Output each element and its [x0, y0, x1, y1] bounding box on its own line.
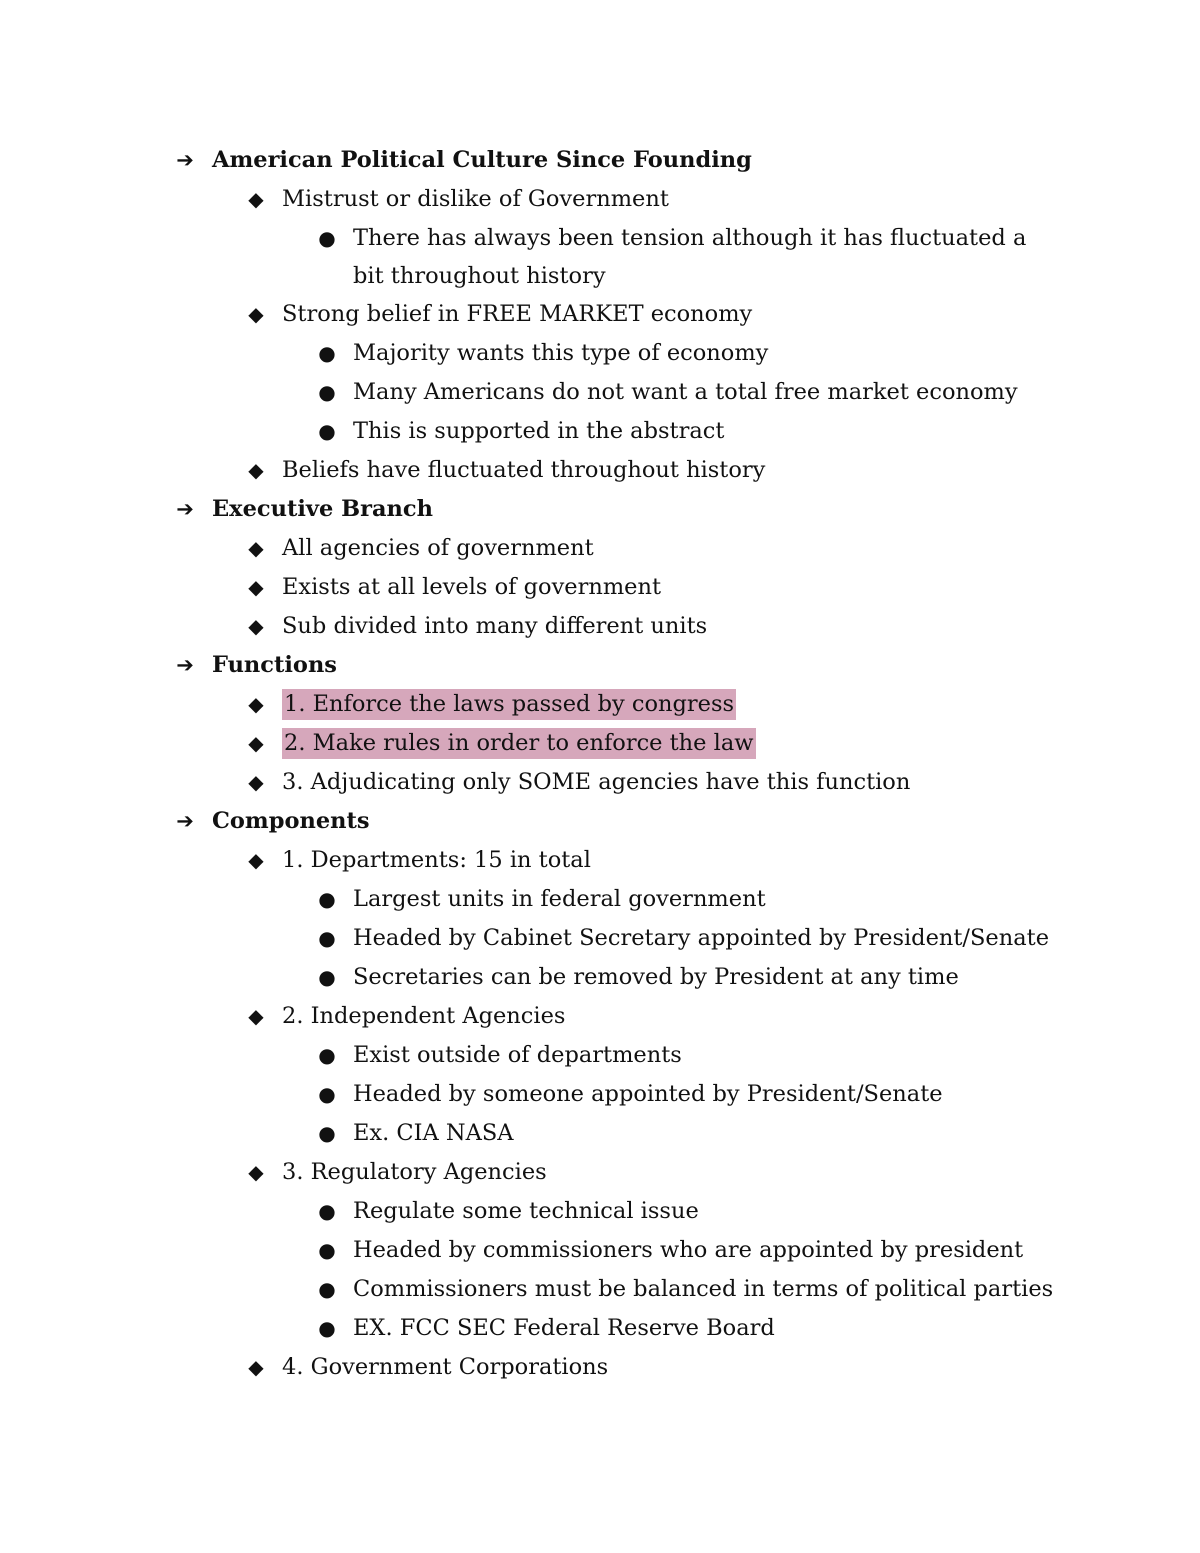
item-text: Mistrust or dislike of Government — [282, 186, 669, 212]
diamond-bullet-icon: ◆ — [248, 731, 264, 755]
section-heading — [174, 802, 1074, 841]
sub-list-item — [174, 1036, 1053, 1075]
list-item — [174, 180, 1074, 219]
diamond-bullet-icon: ◆ — [248, 692, 264, 716]
diamond-bullet-icon: ◆ — [248, 770, 264, 794]
sub-list-item — [174, 1270, 1053, 1309]
subitem-text: EX. FCC SEC Federal Reserve Board — [353, 1315, 775, 1341]
item-text: Strong belief in FREE MARKET economy — [282, 301, 753, 327]
sub-list-item — [174, 880, 1053, 919]
circle-bullet-icon: ● — [318, 419, 336, 443]
circle-bullet-icon: ● — [318, 1277, 336, 1301]
list-item — [174, 451, 1074, 490]
notes-outline — [174, 141, 1074, 1387]
list-item — [174, 724, 1074, 763]
heading-text: Components — [212, 808, 370, 834]
sub-list-item — [174, 1192, 1053, 1231]
heading-text: Functions — [212, 652, 337, 678]
item-text: Sub divided into many different units — [282, 613, 708, 639]
subitem-text: Secretaries can be removed by President at any time — [353, 964, 959, 990]
item-text: 3. Regulatory Agencies — [282, 1159, 547, 1185]
list-item — [174, 295, 1074, 334]
subitem-text: Exist outside of departments — [353, 1042, 682, 1068]
heading-text: American Political Culture Since Founding — [212, 147, 752, 173]
diamond-bullet-icon: ◆ — [248, 458, 264, 482]
circle-bullet-icon: ● — [318, 380, 336, 404]
sub-list-item — [174, 1231, 1053, 1270]
sub-list-item — [174, 412, 1053, 451]
item-text: 3. Adjudicating only SOME agencies have this function — [282, 769, 911, 795]
sub-list-item — [174, 1075, 1053, 1114]
list-item — [174, 997, 1074, 1036]
arrow-icon: ➔ — [176, 497, 194, 521]
item-text: 2. Independent Agencies — [282, 1003, 566, 1029]
subitem-text: Largest units in federal government — [353, 886, 766, 912]
diamond-bullet-icon: ◆ — [248, 575, 264, 599]
sub-list-item — [174, 919, 1053, 958]
subitem-text: Majority wants this type of economy — [353, 340, 769, 366]
circle-bullet-icon: ● — [318, 1082, 336, 1106]
item-text: Exists at all levels of government — [282, 574, 662, 600]
item-text: Beliefs have fluctuated throughout history — [282, 457, 766, 483]
circle-bullet-icon: ● — [318, 965, 336, 989]
list-item — [174, 841, 1074, 880]
subitem-text: There has always been tension although it has fluctuated a bit throughout history — [353, 225, 1027, 289]
list-item — [174, 685, 1074, 724]
list-item — [174, 1153, 1074, 1192]
sub-list-item — [174, 958, 1053, 997]
item-text: 1. Departments: 15 in total — [282, 847, 591, 873]
list-item — [174, 529, 1074, 568]
heading-text: Executive Branch — [212, 496, 433, 522]
diamond-bullet-icon: ◆ — [248, 536, 264, 560]
circle-bullet-icon: ● — [318, 926, 336, 950]
arrow-icon: ➔ — [176, 809, 194, 833]
section-heading — [174, 141, 1074, 180]
sub-list-item — [174, 373, 1053, 412]
list-item — [174, 568, 1074, 607]
diamond-bullet-icon: ◆ — [248, 302, 264, 326]
section-heading — [174, 646, 1074, 685]
section-heading — [174, 490, 1074, 529]
circle-bullet-icon: ● — [318, 887, 336, 911]
highlighted-item-text: 1. Enforce the laws passed by congress — [282, 689, 736, 720]
circle-bullet-icon: ● — [318, 1238, 336, 1262]
list-item — [174, 763, 1074, 802]
subitem-text: Headed by someone appointed by President/Senate — [353, 1081, 943, 1107]
subitem-text: Headed by commissioners who are appointed by president — [353, 1237, 1024, 1263]
arrow-icon: ➔ — [176, 653, 194, 677]
circle-bullet-icon: ● — [318, 1121, 336, 1145]
item-text: All agencies of government — [282, 535, 594, 561]
sub-list-item — [174, 1309, 1053, 1348]
circle-bullet-icon: ● — [318, 226, 336, 250]
subitem-text: Regulate some technical issue — [353, 1198, 699, 1224]
highlighted-item-text: 2. Make rules in order to enforce the law — [282, 728, 756, 759]
sub-list-item — [174, 1114, 1053, 1153]
diamond-bullet-icon: ◆ — [248, 848, 264, 872]
subitem-text: Ex. CIA NASA — [353, 1120, 514, 1146]
list-item — [174, 1348, 1074, 1387]
sub-list-item — [174, 334, 1053, 373]
diamond-bullet-icon: ◆ — [248, 1160, 264, 1184]
subitem-text: Headed by Cabinet Secretary appointed by President/Senate — [353, 925, 1050, 951]
circle-bullet-icon: ● — [318, 341, 336, 365]
diamond-bullet-icon: ◆ — [248, 1004, 264, 1028]
diamond-bullet-icon: ◆ — [248, 614, 264, 638]
list-item — [174, 607, 1074, 646]
circle-bullet-icon: ● — [318, 1043, 336, 1067]
circle-bullet-icon: ● — [318, 1199, 336, 1223]
diamond-bullet-icon: ◆ — [248, 1355, 264, 1379]
subitem-text: Commissioners must be balanced in terms of political parties — [353, 1276, 1054, 1302]
subitem-text: Many Americans do not want a total free market economy — [353, 379, 1018, 405]
circle-bullet-icon: ● — [318, 1316, 336, 1340]
subitem-text: This is supported in the abstract — [353, 418, 725, 444]
sub-list-item — [174, 219, 1053, 295]
arrow-icon: ➔ — [176, 148, 194, 172]
item-text: 4. Government Corporations — [282, 1354, 609, 1380]
diamond-bullet-icon: ◆ — [248, 187, 264, 211]
